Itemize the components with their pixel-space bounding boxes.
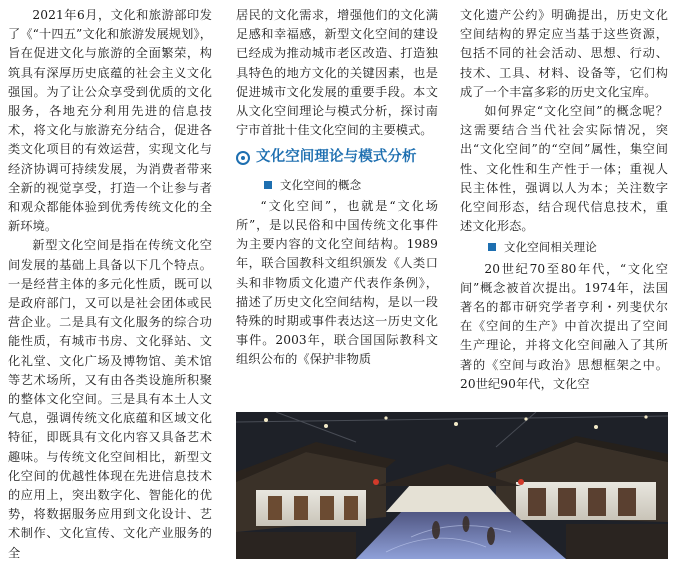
column-1 [8, 6, 212, 563]
subheading-text: 文化空间的概念 [280, 177, 362, 192]
cultural-space-photo [236, 412, 668, 559]
square-bullet-icon [264, 181, 272, 189]
circle-bullet-icon [236, 151, 250, 165]
subheading-text: 文化空间相关理论 [504, 240, 597, 255]
square-bullet-icon [488, 243, 496, 251]
paragraph: 2021年6月，文化和旅游部印发了《“十四五”文化和旅游发展规划》，旨在促进文化与旅游的全面繁荣，构筑具有深厚历史底蕴的社会主义文化强国。为了让公众享受到优质的文化服务，各地充分利用先进的信息技术，将文化与旅游充分结合，促进各类文化项目的有效运营，实现文化与经济协调可持续发展，为消费者带来全新的视觉享受，打造一个让参与者和观众都能体验到优秀传统文化的全新环境。 [8, 8, 212, 234]
paragraph: 如何界定“文化空间”的概念呢？这需要结合当代社会实际情况，突出“文化空间”的“空间”属性，集空间性、文化性和生产性于一体；重视人民主体性，强调以人为本；关注数字化空间形态，结合现代信息技术，重述文化形态。 [460, 104, 668, 234]
paragraph: “文化空间”，也就是“文化场所”，是以民俗和中国传统文化事件为主要内容的文化空间结构。1989年，联合国教科文组织颁发《人类口头和非物质文化遗产代表作条例》，描述了历史文化空间结构，是以一段特殊的时期或事件表达这一历史文化事件。2003年，联合国国际教科文组织公布的《保护非物质 [236, 198, 438, 367]
paragraph: 文化遗产公约》明确提出，历史文化空间结构的界定应当基于这些资源，包括不同的社会活动、思想、行动、技术、工具、材料、设备等，它们构成了一个丰富多彩的历史文化宝库。 [460, 8, 668, 99]
section-heading [236, 148, 438, 167]
column-3 [460, 6, 668, 394]
paragraph: 居民的文化需求，增强他们的文化满足感和幸福感，新型文化空间的建设已经成为推动城市老区改造、打造独具特色的地方文化的关键因素，也是促进城市文化发展的重要手段。本文从文化空间理论与模式分析，探讨南宁市首批十佳文化空间的主要模式。 [236, 8, 438, 138]
paragraph: 新型文化空间是指在传统文化空间发展的基础上具备以下几个特点。一是经营主体的多元化性质，既可以是政府部门，又可以是社会团体或民营企业。二是具有文化服务的综合功能性质，有城市书房、文化驿站、文化礼堂、文化广场及博物馆、美术馆等艺术场所，又有由各类设施所积聚的整体文化空间。三是具有本土人文气息，强调传统文化底蕴和区域文化特征，即既具有文化内容又具备艺术趣味。与传统文化空间相比，新型文化空间的优越性体现在先进信息技术的应用上，突出数字化、智能化的优势，将数据服务应用到文化设计、艺术制作、文化宣传、文化产业服务的全 [8, 238, 212, 560]
column-2 [236, 6, 438, 370]
paragraph: 20世纪70至80年代，“文化空间”概念被首次提出。1974年，法国著名的都市研究学者亨利・列斐伏尔在《空间的生产》中首次提出了空间生产理论，并将文化空间融入了其所著的《空间与政治》思想框架之中。20世纪90年代，文化空 [460, 261, 668, 391]
section-heading-text: 文化空间理论与模式分析 [256, 149, 417, 166]
subheading [460, 238, 668, 257]
subheading [236, 176, 438, 195]
photo-illustration [236, 412, 668, 559]
